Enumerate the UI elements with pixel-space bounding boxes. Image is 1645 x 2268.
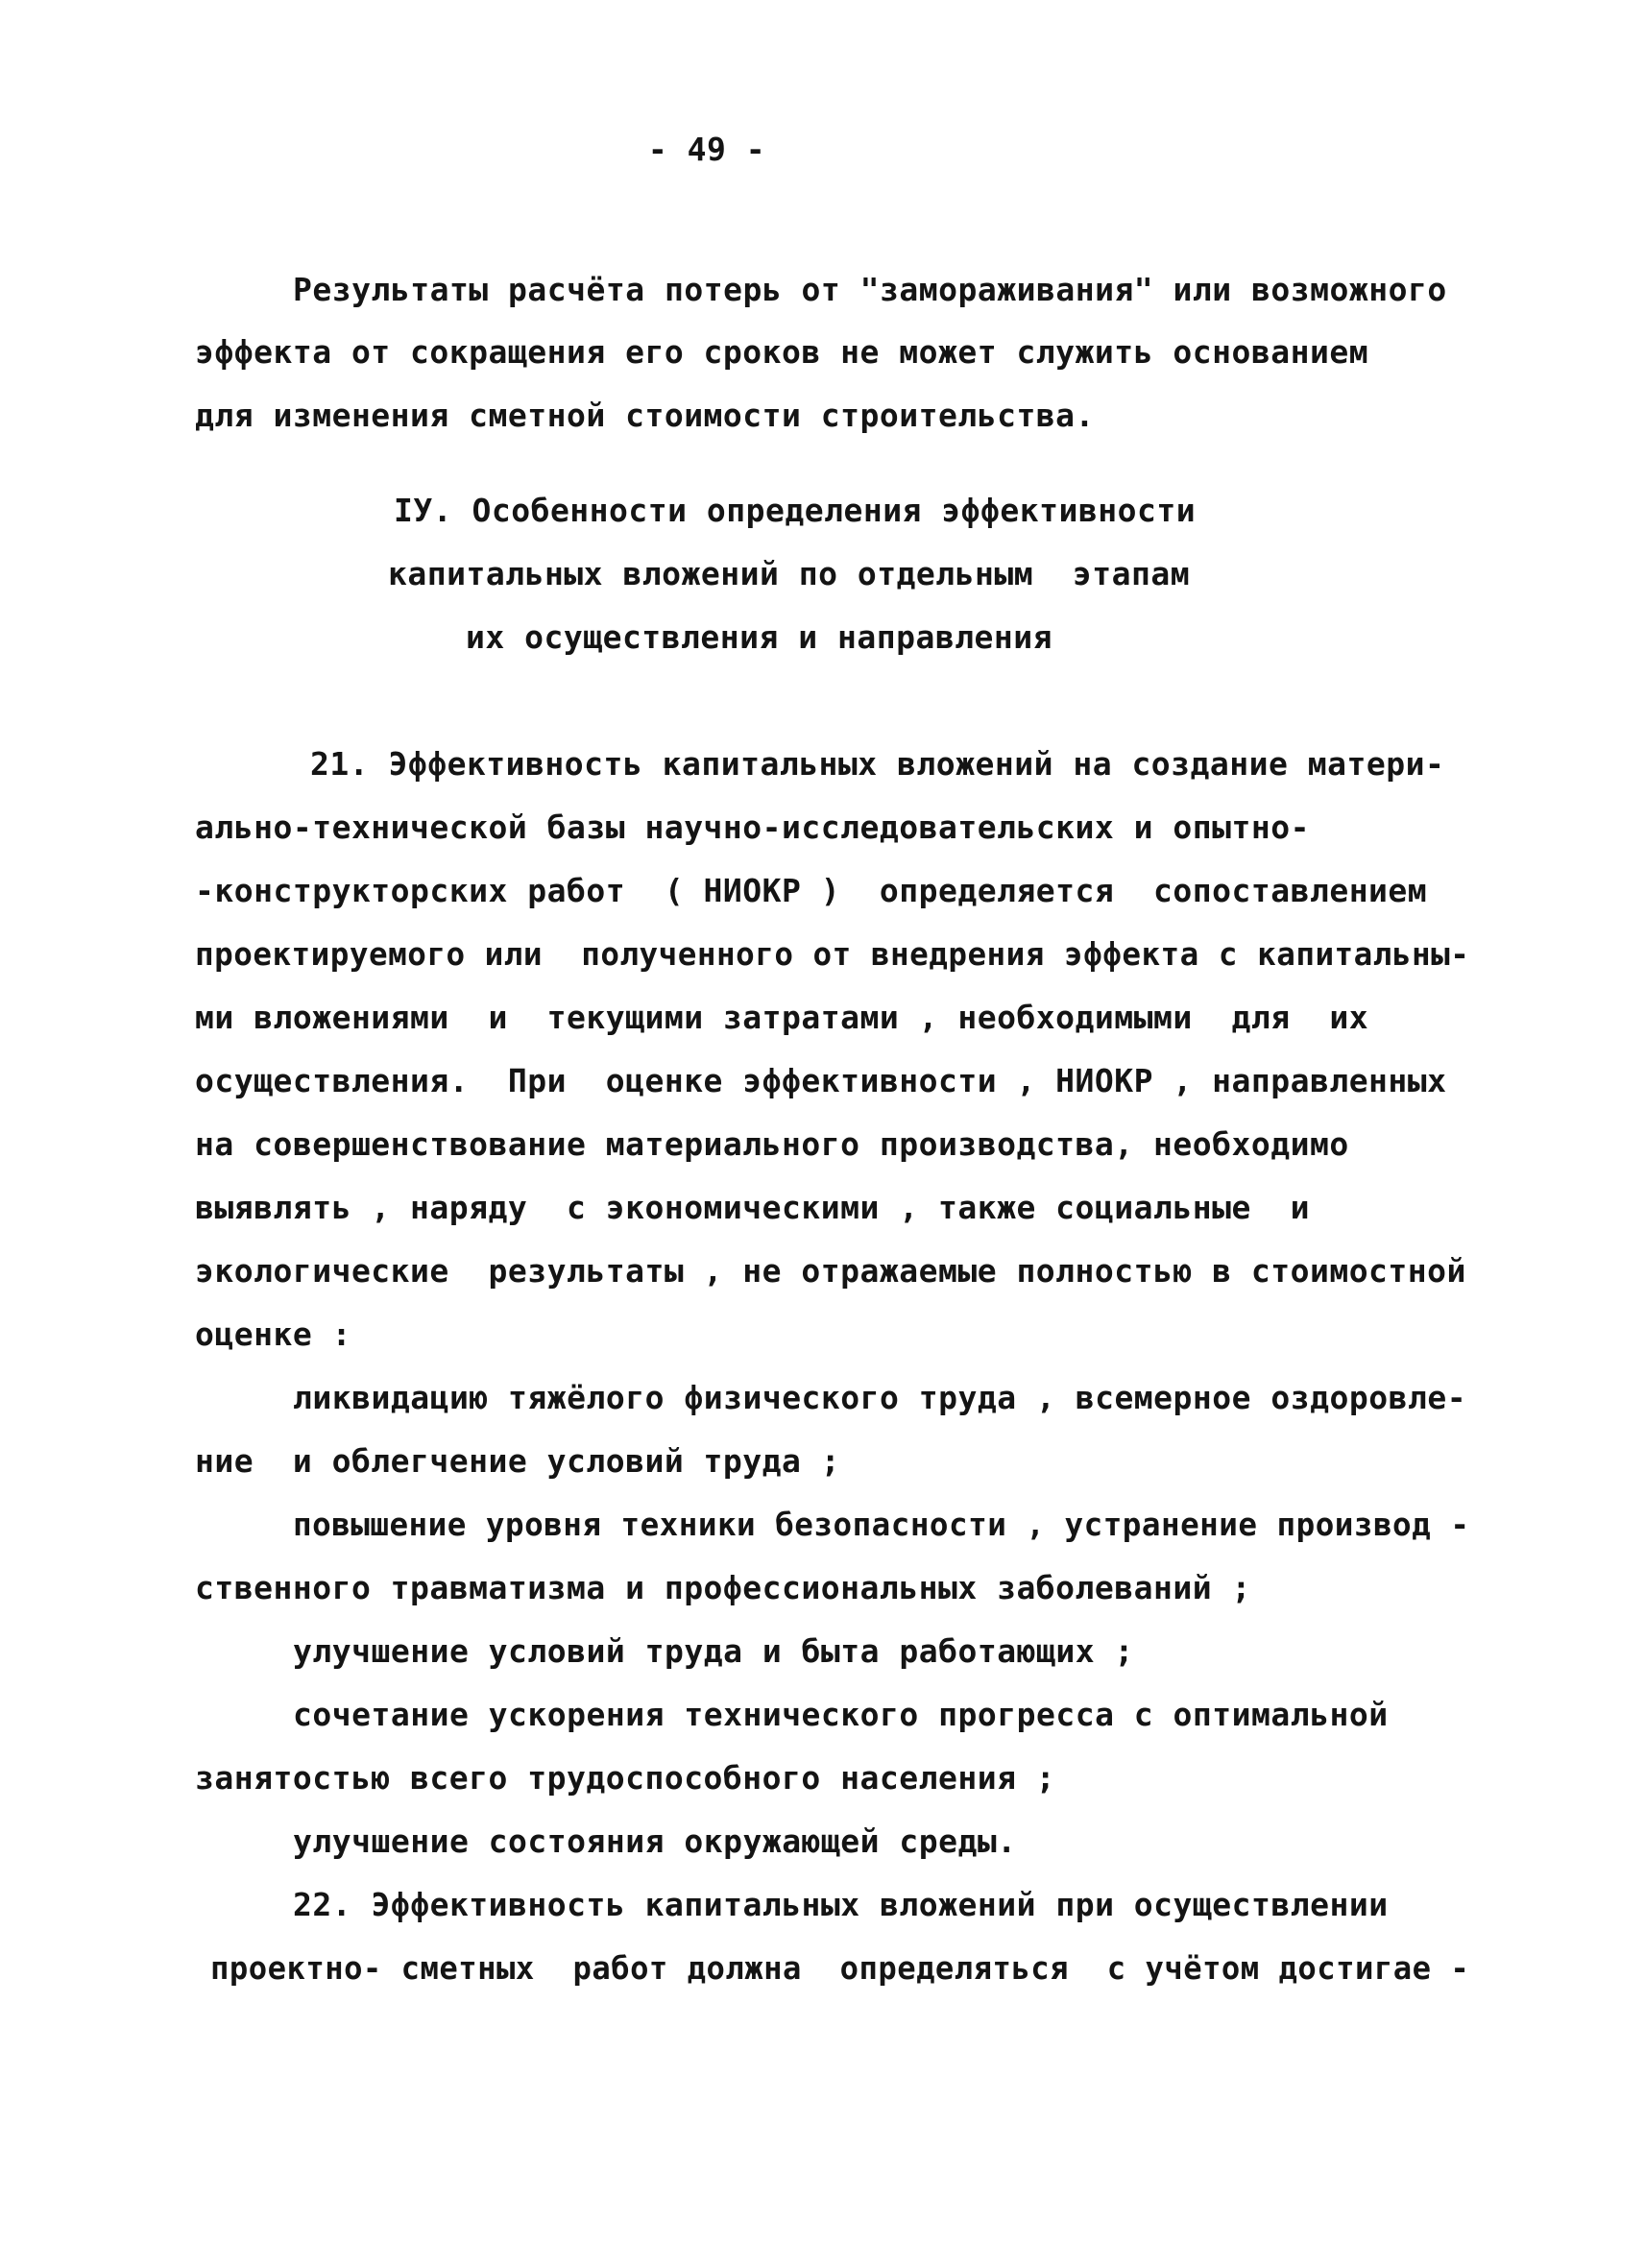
paragraph-22-line-2: проектно- сметных работ должна определяться с учётом достигае - xyxy=(210,1949,1470,1987)
list-item-4-line-1: сочетание ускорения технического прогресса с оптимальной xyxy=(293,1696,1389,1733)
paragraph-21-line-2: ально-технической базы научно-исследовательских и опытно- xyxy=(195,808,1310,846)
paragraph-21-line-5: ми вложениями и текущими затратами , необходимыми для их xyxy=(195,999,1369,1036)
list-item-4-line-2: занятостью всего трудоспособного населения ; xyxy=(195,1759,1056,1797)
list-item-1-line-1: ликвидацию тяжёлого физического труда , всемерное оздоровле- xyxy=(293,1379,1467,1416)
paragraph-21-line-4: проектируемого или полученного от внедрения эффекта с капитальны- xyxy=(195,935,1470,973)
list-item-1-line-2: ние и облегчение условий труда ; xyxy=(195,1442,841,1480)
paragraph-21-line-10: оценке : xyxy=(195,1315,351,1353)
paragraph-21-line-8: выявлять , наряду с экономическими , также социальные и xyxy=(195,1189,1310,1226)
list-item-2-line-2: ственного травматизма и профессиональных заболеваний ; xyxy=(195,1569,1251,1606)
intro-line-3: для изменения сметной стоимости строительства. xyxy=(195,397,1095,434)
section-heading-line-1: IУ. Особенности определения эффективности xyxy=(394,492,1197,529)
list-item-5-line-1: улучшение состояния окружающей среды. xyxy=(293,1822,1017,1860)
paragraph-21-line-1: 21. Эффективность капитальных вложений на создание матери- xyxy=(310,745,1445,783)
paragraph-22-line-1: 22. Эффективность капитальных вложений при осуществлении xyxy=(293,1886,1389,1923)
section-heading-line-3: их осуществления и направления xyxy=(466,618,1053,656)
paragraph-21-line-6: осуществления. При оценке эффективности , НИОКР , направленных xyxy=(195,1062,1447,1099)
section-heading-line-2: капитальных вложений по отдельным этапам xyxy=(388,555,1191,592)
intro-line-1: Результаты расчёта потерь от "замораживания" или возможного xyxy=(293,271,1447,308)
paragraph-21-line-7: на совершенствование материального производства, необходимо xyxy=(195,1125,1349,1163)
intro-line-2: эффекта от сокращения его сроков не может служить основанием xyxy=(195,333,1369,371)
page-number: - 49 - xyxy=(647,131,766,168)
paragraph-21-line-9: экологические результаты , не отражаемые полностью в стоимостной xyxy=(195,1252,1466,1290)
list-item-2-line-1: повышение уровня техники безопасности , устранение производ - xyxy=(293,1506,1470,1543)
list-item-3-line-1: улучшение условий труда и быта работающих ; xyxy=(293,1632,1134,1670)
paragraph-21-line-3: -конструкторских работ ( НИОКР ) определяется сопоставлением xyxy=(195,872,1428,909)
